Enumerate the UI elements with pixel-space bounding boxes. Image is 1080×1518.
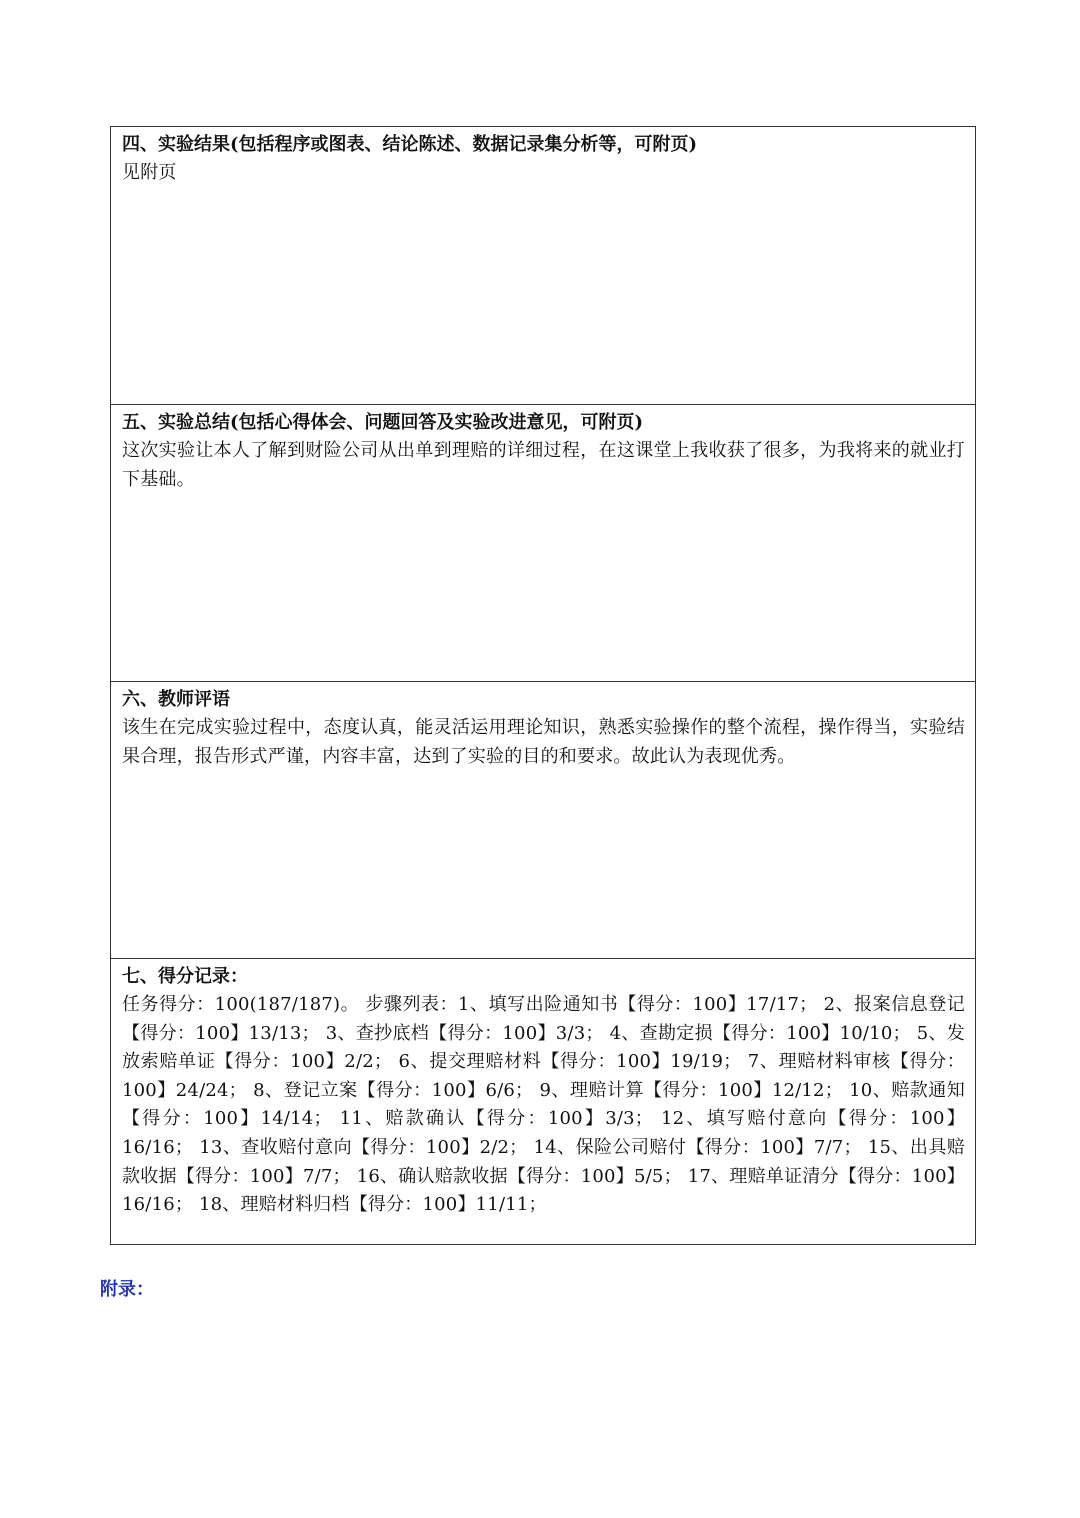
- section-body: 任务得分：100(187/187)。 步骤列表：1、填写出险通知书【得分：100】17/17； 2、报案信息登记【得分：100】13/13； 3、查抄底档【得分：100】3/3； 4、查勘定损【得分：100】10/10； 5、发放索赔单证【得分：100】2/2； 6、提交理赔材料【得分：100】19/19； 7、理赔材料审核【得分：100】24/24； 8、登记立案【得分：100】6/6； 9、理赔计算【得分：100】12/12； 10、赔款通知【得分：100】14/14； 11、赔款确认【得分：100】3/3； 12、填写赔付意向【得分：100】16/16； 13、查收赔付意向【得分：100】2/2； 14、保险公司赔付【得分：100】7/7； 15、出具赔款收据【得分：100】7/7； 16、确认赔款收据【得分：100】5/5； 17、理赔单证清分【得分：100】16/16； 18、理赔材料归档【得分：100】11/11；: [122, 994, 965, 1216]
- section-heading: 七、得分记录：: [122, 966, 248, 987]
- section-heading: 五、实验总结(包括心得体会、问题回答及实验改进意见，可附页): [122, 412, 644, 433]
- section-score-record: [111, 958, 975, 1244]
- section-heading: 四、实验结果(包括程序或图表、结论陈述、数据记录集分析等，可附页): [122, 134, 698, 155]
- appendix-label: 附录：: [100, 1279, 154, 1300]
- section-heading: 六、教师评语: [122, 689, 230, 710]
- section-body: 该生在完成实验过程中，态度认真，能灵活运用理论知识，熟悉实验操作的整个流程，操作得当，实验结果合理，报告形式严谨，内容丰富，达到了实验的目的和要求。故此认为表现优秀。: [122, 717, 965, 767]
- section-experiment-summary: [111, 404, 975, 681]
- section-experiment-results: [111, 127, 975, 404]
- section-teacher-comment: [111, 681, 975, 958]
- section-body: 这次实验让本人了解到财险公司从出单到理赔的详细过程，在这课堂上我收获了很多，为我将来的就业打下基础。: [122, 440, 965, 490]
- report-table: [110, 126, 976, 1245]
- section-body: 见附页: [122, 162, 177, 183]
